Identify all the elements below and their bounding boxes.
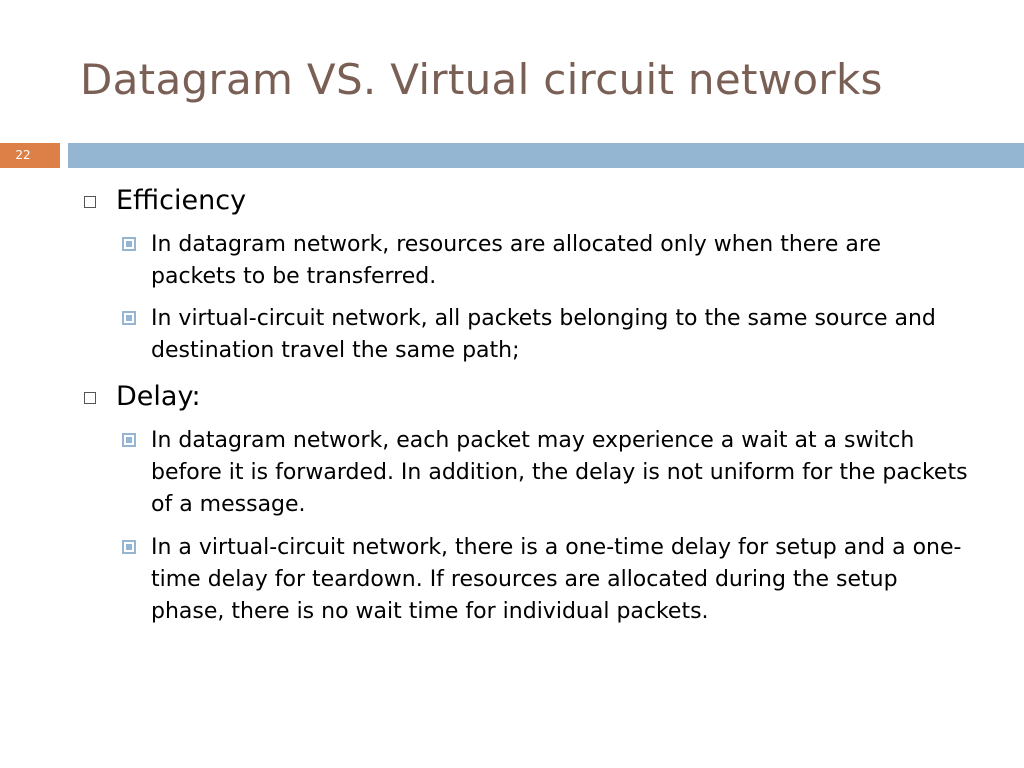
filled-square-bullet-icon bbox=[122, 540, 136, 554]
filled-square-bullet-icon bbox=[122, 311, 136, 325]
slide-number: 22 bbox=[15, 148, 31, 162]
sub-bullet-datagram-delay: In datagram network, each packet may experience a wait at a switch before it is forwarded. In addition, the delay is not uniform for the packets of a message. bbox=[151, 428, 968, 517]
bullet-efficiency: Efficiency bbox=[116, 185, 247, 216]
slide-number-badge bbox=[0, 143, 60, 168]
filled-square-bullet-icon bbox=[122, 433, 136, 447]
hollow-square-bullet-icon bbox=[84, 196, 96, 208]
filled-square-bullet-icon bbox=[122, 237, 136, 251]
sub-bullet-virtual-circuit-efficiency: In virtual-circuit network, all packets belonging to the same source and destination travel the same path; bbox=[151, 306, 936, 363]
header-accent-bar bbox=[68, 143, 1024, 168]
hollow-square-bullet-icon bbox=[84, 392, 96, 404]
sub-bullet-datagram-efficiency: In datagram network, resources are allocated only when there are packets to be transferred. bbox=[151, 232, 881, 289]
bullet-delay: Delay: bbox=[116, 381, 201, 412]
sub-bullet-virtual-circuit-delay: In a virtual-circuit network, there is a one-time delay for setup and a one-time delay for teardown. If resources are allocated during the setup phase, there is no wait time for individual packets. bbox=[151, 535, 962, 624]
slide-title: Datagram VS. Virtual circuit networks bbox=[80, 55, 883, 104]
